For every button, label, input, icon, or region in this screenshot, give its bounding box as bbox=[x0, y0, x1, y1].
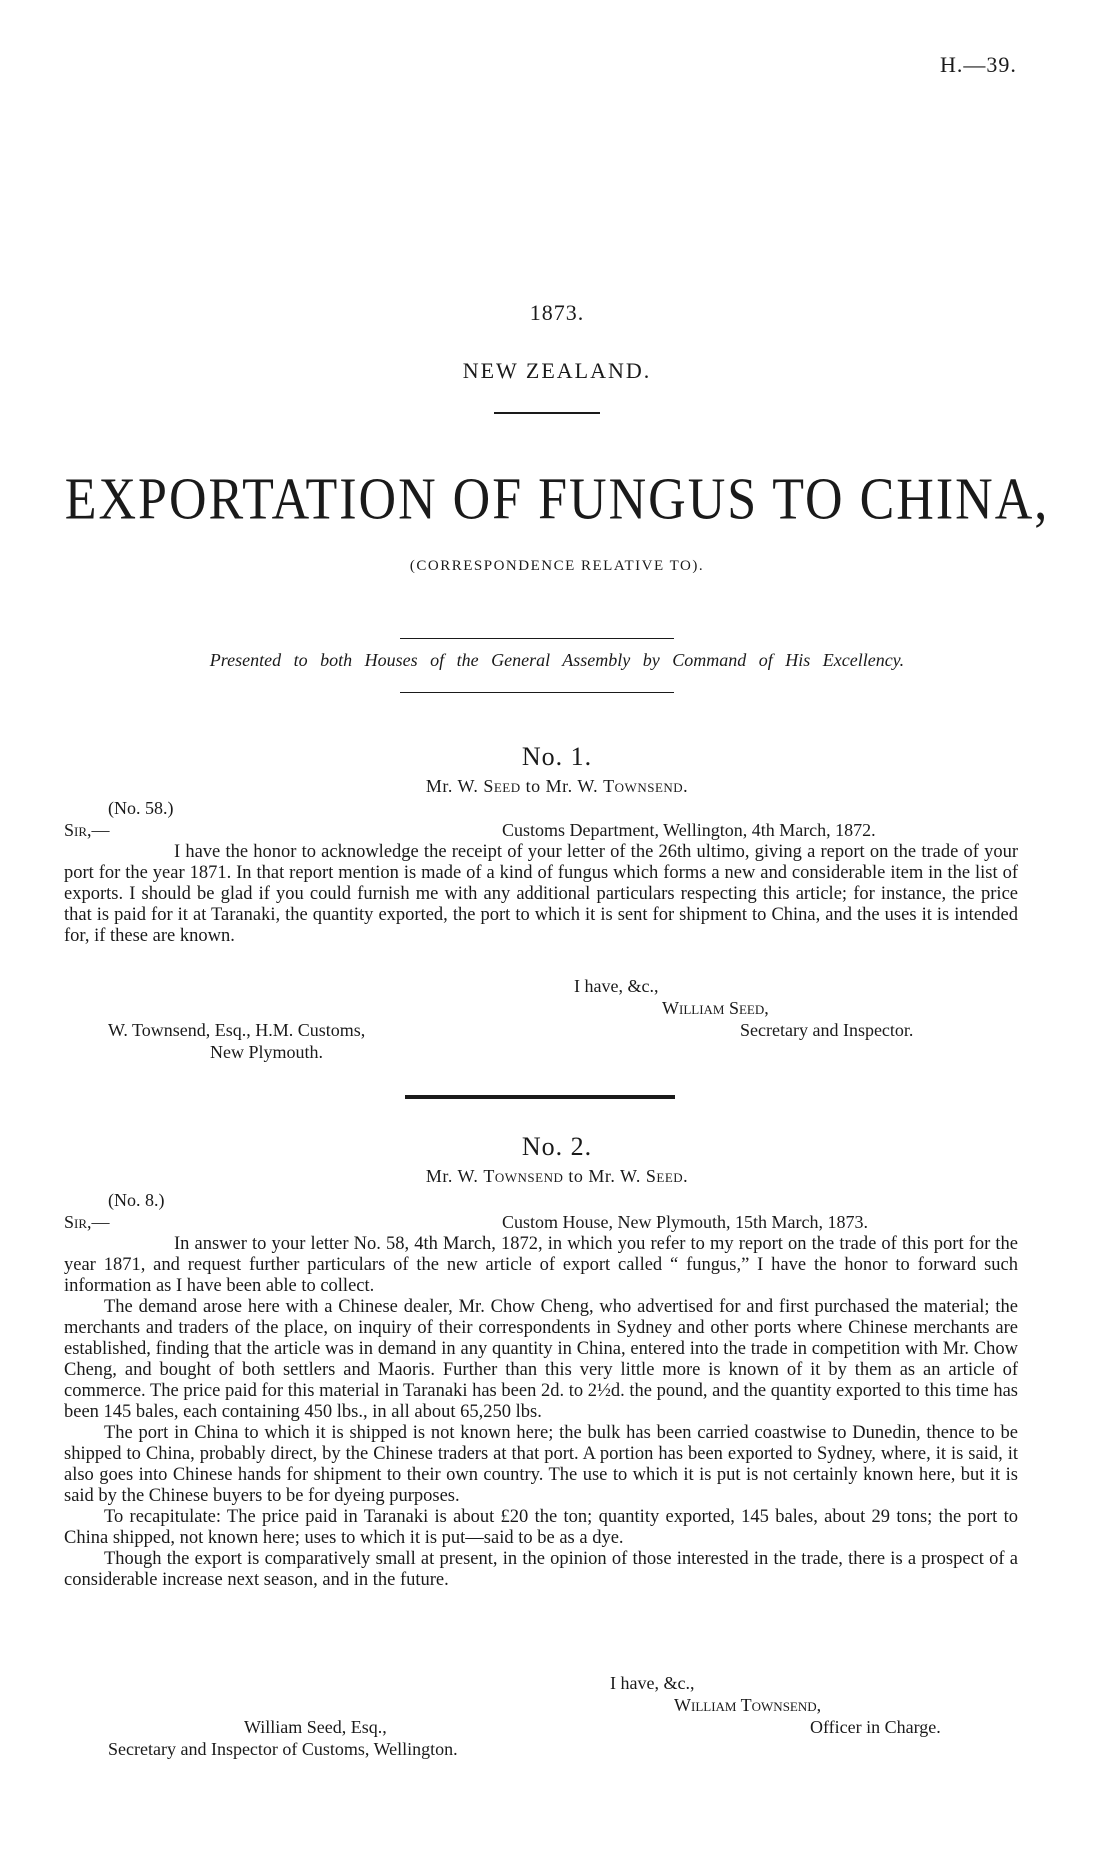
paragraph: To recapitulate: The price paid in Taranaki is about £20 the ton; quantity exported, 145 bales, about 29 tons; the port to China shipped, not known here; uses to which it is put—said to be as a dye. bbox=[64, 1507, 1018, 1548]
country-heading: NEW ZEALAND. bbox=[462, 358, 652, 383]
paragraph: I have the honor to acknowledge the receipt of your letter of the 26th ultimo, giving a report on the trade of your port for the year 1871. In that report mention is made of a kind of fungus which forms a new and considerable item in the list of exports. I should be glad if you could furnish me with any additional particulars respecting this article; for instance, the price that is paid for it at Taranaki, the quantity exported, the port to which it is sent for shipment to China, and the uses it is intended for, if these are known. bbox=[64, 842, 1018, 946]
year: 1873. bbox=[529, 300, 585, 325]
divider bbox=[400, 692, 674, 693]
letter-ref: (No. 58.) bbox=[108, 798, 174, 818]
closing: I have, &c., bbox=[610, 1673, 695, 1693]
from-prefix: Mr. W. bbox=[425, 776, 484, 796]
signer-title: Secretary and Inspector. bbox=[740, 1020, 914, 1040]
signer: William Seed, bbox=[662, 998, 769, 1018]
correspondents bbox=[0, 776, 1114, 797]
salutation: Sir,— bbox=[64, 820, 110, 840]
paragraph: Though the export is comparatively small at present, in the opinion of those interested in the trade, there is a prospect of a considerable increase next season, and in the future. bbox=[64, 1549, 1018, 1590]
presented-note: Presented to both Houses of the General Assembly by Command of His Excellency. bbox=[209, 650, 905, 670]
letter-body bbox=[64, 1234, 1018, 1591]
letter-body bbox=[64, 842, 1018, 947]
to-name: Seed. bbox=[645, 1166, 689, 1186]
document-subtitle: (CORRESPONDENCE RELATIVE TO). bbox=[409, 558, 705, 574]
to-text: to Mr. W. bbox=[520, 776, 604, 796]
paragraph: In answer to your letter No. 58, 4th March, 1872, in which you refer to my report on the trade of this port for the year 1871, and request further particulars of the new article of export called “ fungus,” I have the honor to forward such information as I have been able to collect. bbox=[64, 1234, 1018, 1296]
paragraph: The port in China to which it is shipped is not known here; the bulk has been carried coastwise to Dunedin, thence to be shipped to China, probably direct, by the Chinese traders at that port. A portion has been exported to Sydney, where, it is said, it also goes into Chinese hands for shipment to their own country. The use to which it is put is not certainly known here, but it is said by the Chinese buyers to be for dyeing purposes. bbox=[64, 1423, 1018, 1506]
from-prefix: Mr. W. bbox=[425, 1166, 484, 1186]
letter-number: No. 1. bbox=[521, 742, 593, 771]
letter-number: No. 2. bbox=[521, 1132, 593, 1161]
signer-title: Officer in Charge. bbox=[810, 1717, 941, 1737]
section-divider bbox=[405, 1095, 675, 1099]
from-name: Seed bbox=[483, 776, 521, 796]
from-name: Townsend bbox=[483, 1166, 564, 1186]
divider bbox=[400, 638, 674, 639]
to-name: Townsend. bbox=[603, 776, 689, 796]
letter-ref: (No. 8.) bbox=[108, 1190, 165, 1210]
paragraph: The demand arose here with a Chinese dealer, Mr. Chow Cheng, who advertised for and first purchased the material; the merchants and traders of the place, on inquiry of their correspondents in Sydney and other ports where Chinese merchants are established, finding that the article was in demand in any quantity in China, entered into the trade in competition with Mr. Chow Cheng, and bought of both settlers and Maoris. Further than this very little more is known of it by them as an article of commerce. The price paid for this material in Taranaki has been 2d. to 2½d. the pound, and the quantity exported to this time has been 145 bales, each containing 450 lbs., in all about 65,250 lbs. bbox=[64, 1297, 1018, 1422]
addressee-location: Secretary and Inspector of Customs, Wellington. bbox=[108, 1739, 458, 1759]
place-date: Custom House, New Plymouth, 15th March, 1873. bbox=[502, 1212, 868, 1232]
addressee-location: New Plymouth. bbox=[210, 1042, 324, 1062]
addressee: William Seed, Esq., bbox=[244, 1717, 387, 1737]
closing: I have, &c., bbox=[574, 976, 659, 996]
signer: William Townsend, bbox=[674, 1695, 822, 1715]
document-title: EXPORTATION OF FUNGUS TO CHINA, bbox=[64, 466, 1050, 533]
addressee: W. Townsend, Esq., H.M. Customs, bbox=[108, 1020, 366, 1040]
salutation: Sir,— bbox=[64, 1212, 110, 1232]
to-text: to Mr. W. bbox=[563, 1166, 646, 1186]
correspondents bbox=[0, 1166, 1114, 1187]
divider bbox=[494, 412, 600, 414]
page-reference: H.—39. bbox=[940, 52, 1017, 77]
place-date: Customs Department, Wellington, 4th March, 1872. bbox=[502, 820, 876, 840]
